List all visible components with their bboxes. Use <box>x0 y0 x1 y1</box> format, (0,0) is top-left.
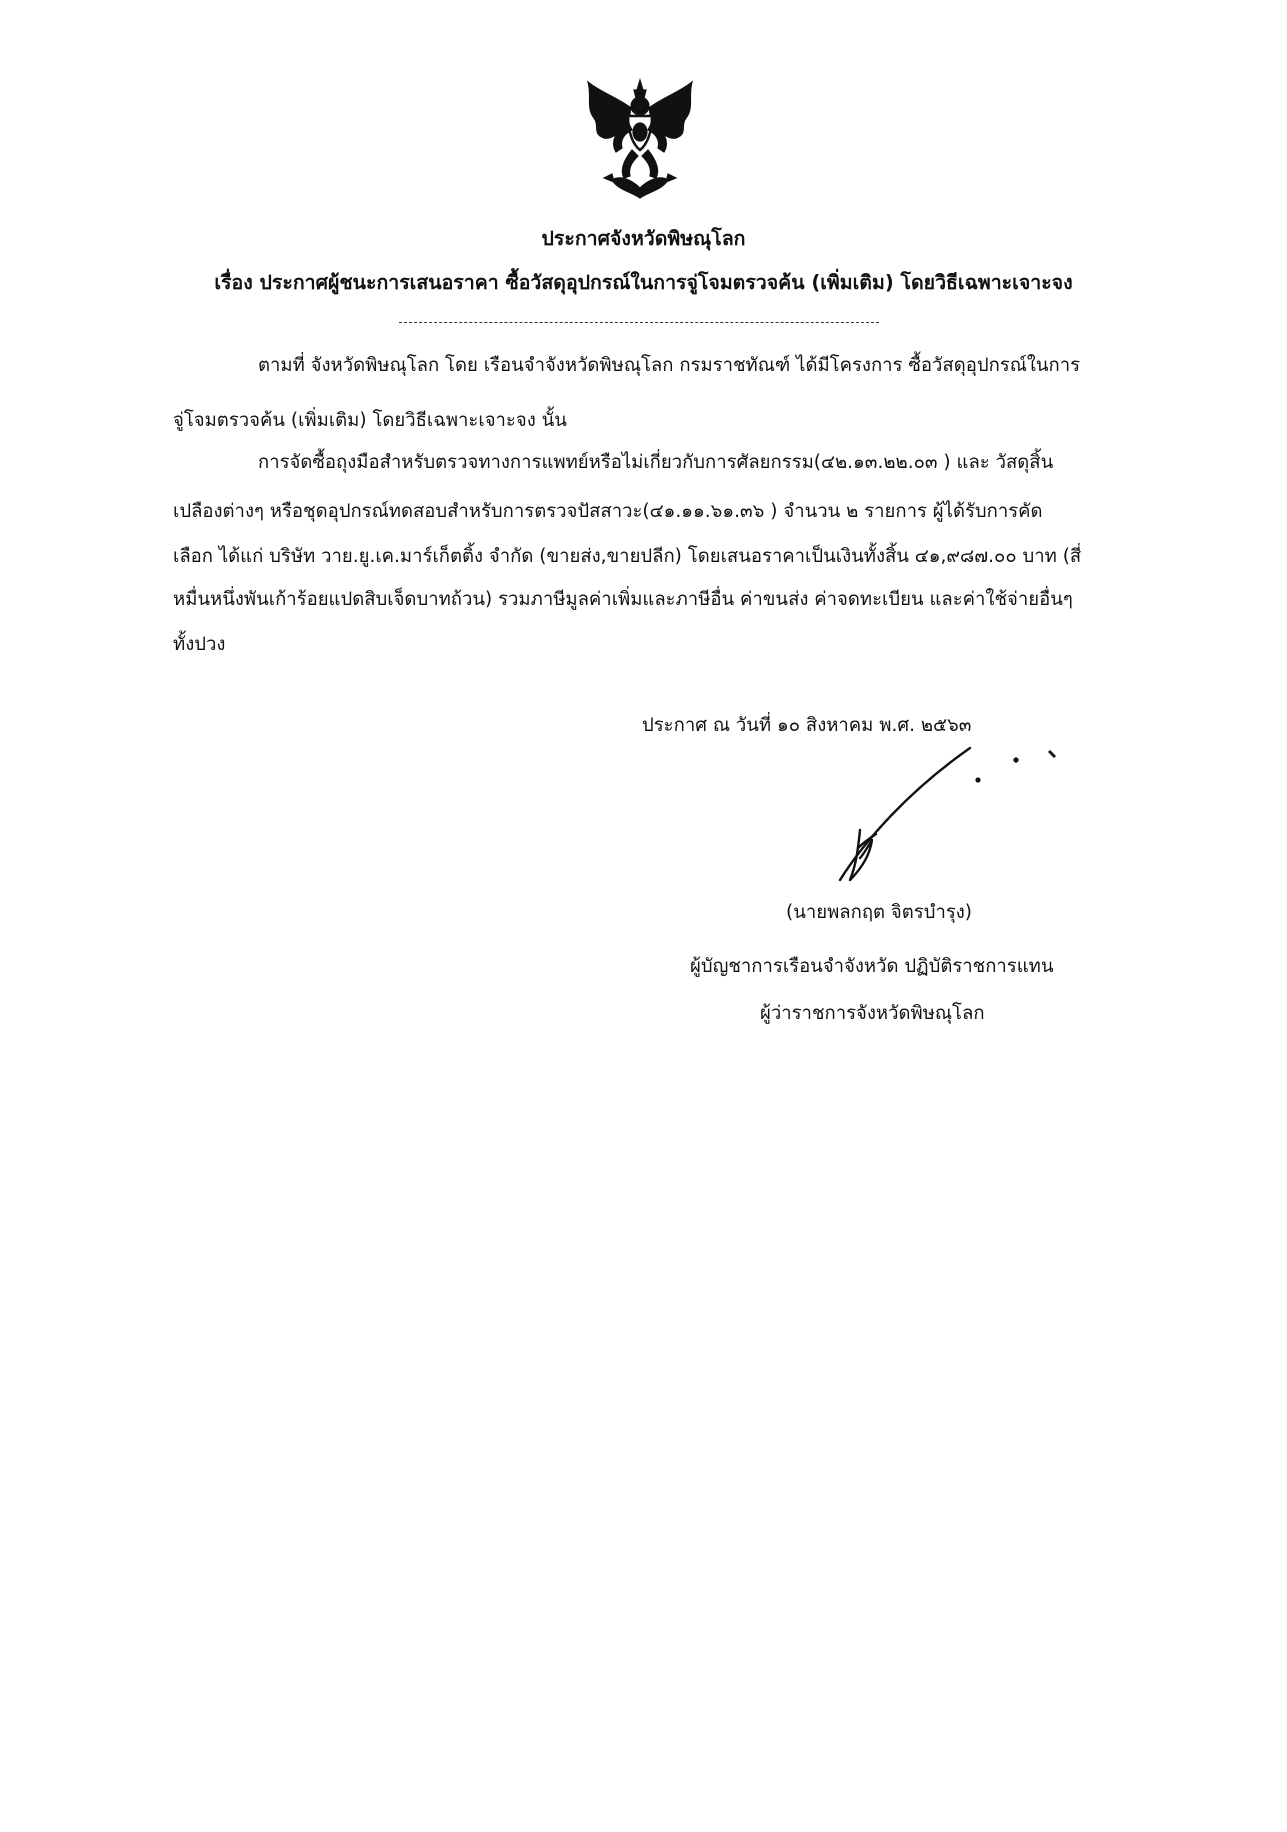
body-line: เปลืองต่างๆ หรือชุดอุปกรณ์ทดสอบสำหรับการตรวจปัสสาวะ(๔๑.๑๑.๖๑.๓๖ ) จำนวน ๒ รายการ ผู้ได้รับการคัด <box>173 501 1043 522</box>
document-title: ประกาศจังหวัดพิษณุโลก <box>541 227 746 250</box>
document-subject: เรื่อง ประกาศผู้ชนะการเสนอราคา ซื้อวัสดุอุปกรณ์ในการจู่โจมตรวจค้น (เพิ่มเติม) โดยวิธีเฉพาะเจาะจง <box>214 271 1073 294</box>
handwritten-signature <box>820 730 1070 900</box>
body-line: หมื่นหนึ่งพันเก้าร้อยแปดสิบเจ็ดบาทถ้วน) รวมภาษีมูลค่าเพิ่มและภาษีอื่น ค่าขนส่ง ค่าจดทะเบียน และค่าใช้จ่ายอื่นๆ <box>173 589 1073 610</box>
body-line: ทั้งปวง <box>173 634 226 655</box>
garuda-emblem-icon <box>582 78 698 200</box>
signatory-position: ผู้บัญชาการเรือนจำจังหวัด ปฏิบัติราชการแทน <box>690 956 1054 977</box>
signatory-position-2: ผู้ว่าราชการจังหวัดพิษณุโลก <box>760 1003 985 1024</box>
divider <box>399 322 879 323</box>
body-line: การจัดซื้อถุงมือสำหรับตรวจทางการแพทย์หรือไม่เกี่ยวกับการศัลยกรรม(๔๒.๑๓.๒๒.๐๓ ) และ วัสดุสิ้น <box>258 452 1054 473</box>
body-line: ตามที่ จังหวัดพิษณุโลก โดย เรือนจำจังหวัดพิษณุโลก กรมราชทัณฑ์ ได้มีโครงการ ซื้อวัสดุอุปกรณ์ในการ <box>258 355 1081 376</box>
signatory-name: (นายพลกฤต จิตรบำรุง) <box>786 902 973 923</box>
announcement-date: ประกาศ ณ วันที่ ๑๐ สิงหาคม พ.ศ. ๒๕๖๓ <box>642 715 972 736</box>
body-line: จู่โจมตรวจค้น (เพิ่มเติม) โดยวิธีเฉพาะเจาะจง นั้น <box>173 410 567 431</box>
body-line: เลือก ได้แก่ บริษัท วาย.ยู.เค.มาร์เก็ตติ้ง จำกัด (ขายส่ง,ขายปลีก) โดยเสนอราคาเป็นเงินทั้งสิ้น ๔๑,๙๘๗.๐๐ บาท (สี่ <box>173 546 1082 567</box>
